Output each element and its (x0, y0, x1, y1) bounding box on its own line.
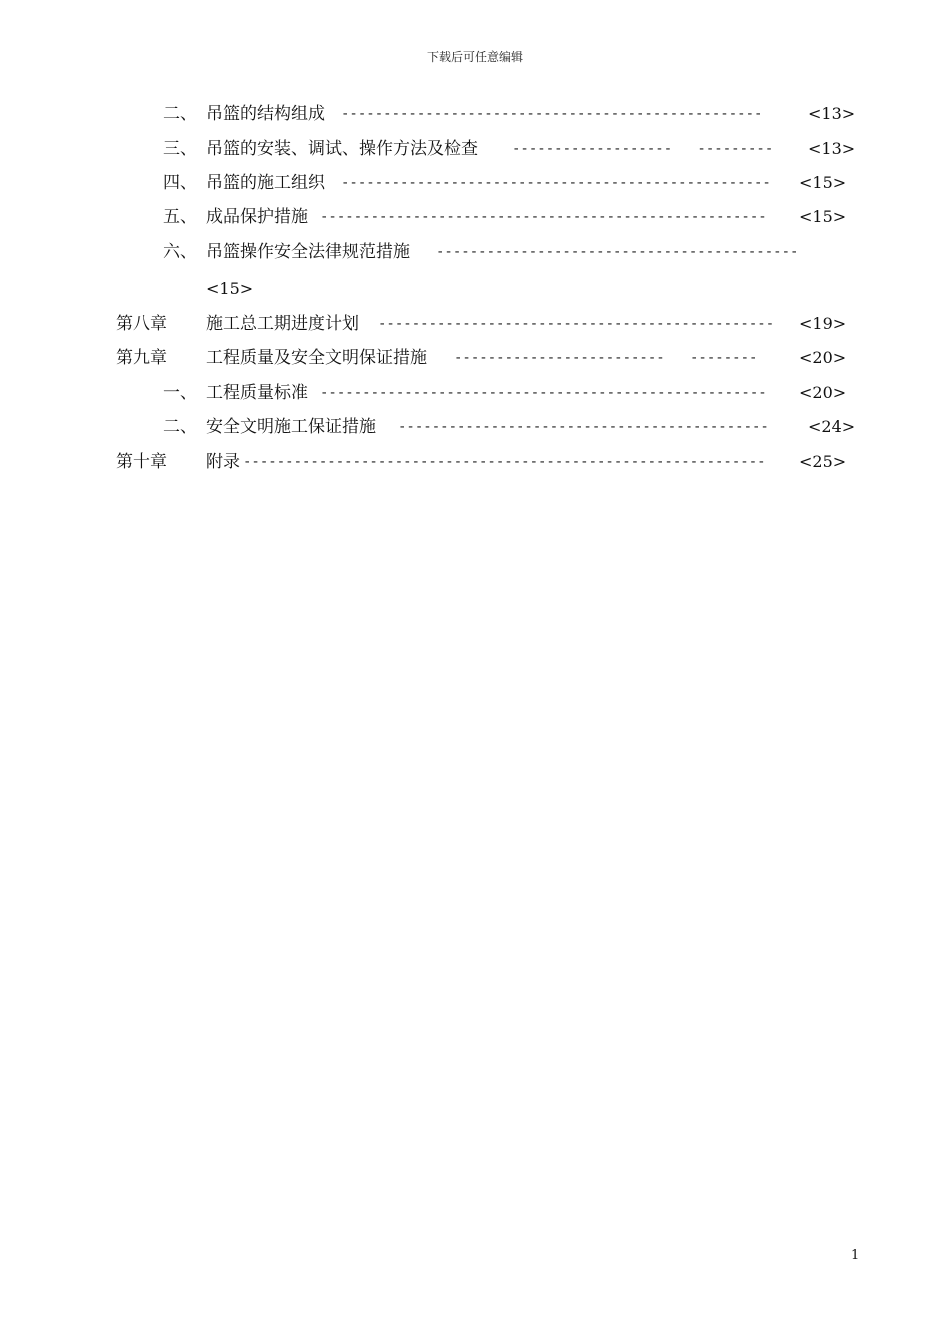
toc-leader: ----------------------------------------------- (378, 316, 775, 332)
toc-leader: ----------------------------------------------------- (320, 385, 767, 401)
toc-entry[interactable] (0, 346, 950, 370)
page-header: 下载后可任意编辑 (426, 50, 523, 64)
toc-page-number: <15> (799, 173, 847, 192)
toc-entry-title: 工程质量标准 (206, 383, 308, 403)
toc-entry[interactable] (0, 102, 950, 126)
toc-page-number: <15> (799, 207, 847, 226)
page-number: 1 (851, 1248, 860, 1263)
toc-entry[interactable] (0, 240, 950, 264)
toc-entry-number: 二、 (163, 104, 197, 124)
toc-leader: -------------------------------------------------------------- (243, 454, 766, 470)
toc-leader: ------------------- --------- (512, 141, 774, 157)
toc-entry-title: 施工总工期进度计划 (206, 314, 359, 334)
toc-entry-title: 附录 (206, 452, 240, 472)
toc-chapter-number: 第九章 (116, 348, 167, 368)
toc-entry-number: 二、 (163, 417, 197, 437)
toc-entry-title: 吊篮的安装、调试、操作方法及检查 (206, 139, 478, 159)
toc-page-number: <24> (808, 417, 856, 436)
toc-entry-title: 工程质量及安全文明保证措施 (206, 348, 427, 368)
toc-entry[interactable] (0, 450, 950, 474)
toc-entry-number: 四、 (163, 173, 197, 193)
toc-page-number: <15> (206, 279, 254, 298)
toc-entry-title: 吊篮的结构组成 (206, 104, 325, 124)
toc-chapter-number: 第十章 (116, 452, 167, 472)
toc-entry[interactable] (0, 312, 950, 336)
toc-page-number: <20> (799, 348, 847, 367)
toc-entry[interactable] (0, 415, 950, 439)
toc-entry[interactable] (0, 205, 950, 229)
toc-leader: -------------------------------------------- (398, 419, 769, 435)
toc-page-number: <13> (808, 139, 856, 158)
toc-entry-title: 吊篮的施工组织 (206, 173, 325, 193)
toc-page-number: <13> (808, 104, 856, 123)
toc-entry-number: 六、 (163, 242, 197, 262)
toc-entry-number: 一、 (163, 383, 197, 403)
toc-leader: -------------------------------------------------- (341, 106, 763, 122)
toc-entry-number: 五、 (163, 207, 197, 227)
toc-entry[interactable] (0, 381, 950, 405)
toc-entry-number: 三、 (163, 139, 197, 159)
toc-entry-title: 成品保护措施 (206, 207, 308, 227)
toc-entry-continuation (0, 277, 950, 301)
toc-page-number: <25> (799, 452, 847, 471)
toc-entry[interactable] (0, 137, 950, 161)
toc-page-number: <20> (799, 383, 847, 402)
toc-entry-title: 吊篮操作安全法律规范措施 (206, 242, 410, 262)
toc-entry[interactable] (0, 171, 950, 195)
toc-page-number: <19> (799, 314, 847, 333)
toc-chapter-number: 第八章 (116, 314, 167, 334)
toc-entry-title: 安全文明施工保证措施 (206, 417, 376, 437)
toc-leader: ------------------------- -------- (454, 350, 758, 366)
toc-leader: --------------------------------------------------- (341, 175, 771, 191)
toc-leader: ------------------------------------------- (436, 244, 799, 260)
toc-leader: ----------------------------------------------------- (320, 209, 767, 225)
